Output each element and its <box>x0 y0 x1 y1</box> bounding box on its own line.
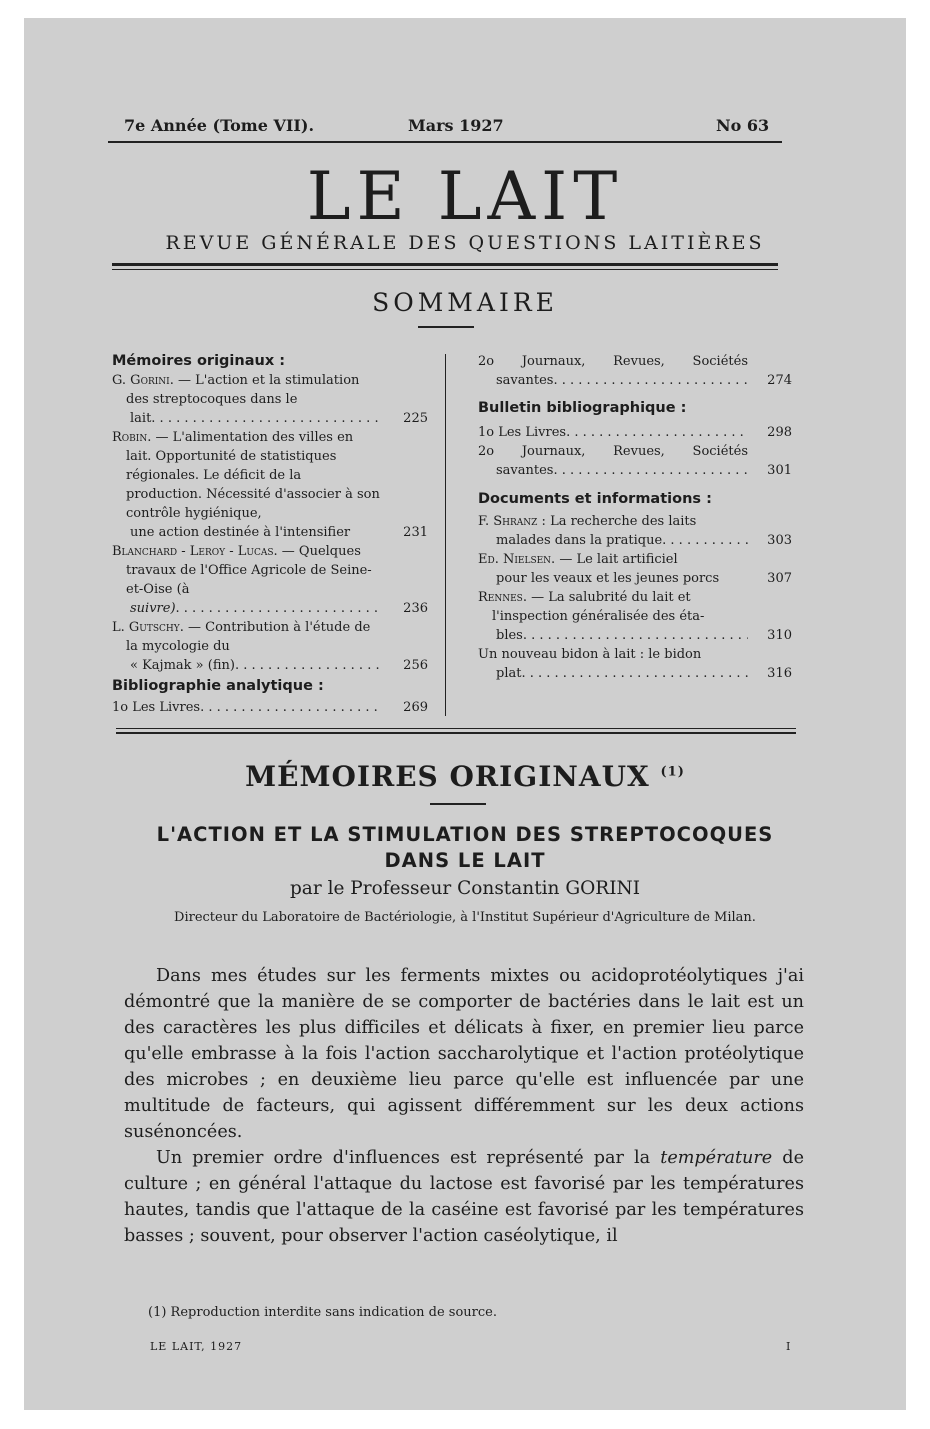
toc-author: Rennes. <box>478 590 527 605</box>
toc-page-number: 236 <box>403 601 428 616</box>
toc-entry-text: pour les veaux et les jeunes porcs <box>496 571 720 586</box>
footer-page-number: I <box>786 1340 792 1353</box>
toc-entry-gorini <box>112 371 428 428</box>
toc-entry-text: « Kajmak » (fin) <box>130 658 235 673</box>
toc-page-number: 307 <box>767 571 792 586</box>
header-date: Mars 1927 <box>408 116 504 135</box>
section-heading-text: MÉMOIRES ORIGINAUX <box>245 760 650 793</box>
toc-author: Blanchard - Leroy - Lucas. <box>112 544 278 559</box>
sommaire-rule <box>418 326 474 328</box>
toc-entry-text: — Quelques travaux de l'Office Agricole de Seine-et-Oise (à <box>126 544 372 597</box>
toc-author: F. Shranz <box>478 514 538 529</box>
toc-entry-text: — L'action et la stimulation des streptocoques dans le <box>126 373 360 407</box>
header-year-tome: 7e Année (Tome VII). <box>124 116 315 135</box>
article-affiliation: Directeur du Laboratoire de Bactériologie, à l'Institut Supérieur d'Agriculture de Milan. <box>174 910 756 925</box>
toc-page-number: 316 <box>767 666 792 681</box>
masthead-rule-thin <box>112 269 778 270</box>
toc-page-number: 310 <box>767 628 792 643</box>
article-title-line2: DANS LE LAIT <box>384 849 546 872</box>
toc-entry-journaux <box>478 352 792 390</box>
toc-entry-text: — Le lait artificiel <box>555 552 678 567</box>
toc-author: Robin. <box>112 430 152 445</box>
article-body <box>124 963 804 1249</box>
toc-author: Ed. Nielsen. <box>478 552 556 567</box>
toc-entry-text: lait <box>130 411 152 426</box>
toc-entry-text: plat <box>496 666 522 681</box>
toc-author: L. Gutschy. <box>112 620 184 635</box>
toc-entry-text: bles <box>496 628 523 643</box>
toc-page-number: 225 <box>403 411 428 426</box>
toc-entry-text: 1o Les Livres <box>112 700 201 715</box>
masthead-rule-thick <box>112 263 778 266</box>
toc-page-number: 269 <box>403 700 428 715</box>
toc-entry-text: savantes <box>496 373 554 388</box>
toc-section-documents: Documents et informations : <box>478 491 712 507</box>
toc-entry-livres <box>112 698 428 717</box>
toc-entry-text: — Contribution à l'étude de la mycologie du <box>126 620 371 654</box>
toc-entry-shranz <box>478 512 792 550</box>
toc-section-bibliographie: Bibliographie analytique : <box>112 678 324 694</box>
paragraph-2-text: Un premier ordre d'influences est représenté par la <box>156 1148 661 1168</box>
toc-entry-rennes <box>478 588 792 645</box>
paragraph-1: Dans mes études sur les ferments mixtes ou acidoprotéolytiques j'ai démontré que la manière de se comporter de bactéries dans le lait est un des caractères les plus difficiles et délicats à fixer, en premier lieu parce qu'elle embrasse à la fois l'action saccharolytique et l'action protéolytique des microbes ; en deuxième lieu parce qu'elle est influencée par une multitude de facteurs, qui agissent différemment sur les deux actions susénoncées. <box>124 966 804 1142</box>
toc-entry-nielsen <box>478 550 792 588</box>
toc-entry-text: une action destinée à l'intensifier <box>130 525 351 540</box>
toc-entry-bull-livres <box>478 423 792 442</box>
toc-section-memoires: Mémoires originaux : <box>112 353 286 369</box>
toc-left-column <box>112 352 428 717</box>
header-number: No 63 <box>716 116 770 135</box>
toc-page-number: 303 <box>767 533 792 548</box>
toc-entry-text: 1o Les Livres <box>478 425 567 440</box>
toc-page-number: 301 <box>767 463 792 478</box>
article-title <box>0 822 930 874</box>
header-rule <box>108 141 782 143</box>
toc-rule-top <box>116 728 796 729</box>
toc-page-number: 274 <box>767 373 792 388</box>
section-rule <box>430 803 486 805</box>
toc-entry-text: : La recherche des laits <box>537 514 697 529</box>
toc-rule-bottom <box>116 732 796 734</box>
toc-entry-text: — La salubrité du lait et l'inspection généralisée des éta- <box>492 590 705 624</box>
journal-subtitle: REVUE GÉNÉRALE DES QUESTIONS LAITIÈRES <box>165 232 765 254</box>
section-note-marker: (1) <box>660 764 685 780</box>
footer-journal: LE LAIT, 1927 <box>150 1340 243 1353</box>
paragraph-2-emphasis: température <box>660 1148 773 1168</box>
article-byline: par le Professeur Constantin GORINI <box>289 878 641 899</box>
toc-entry-robin <box>112 428 428 542</box>
toc-entry-text: savantes <box>496 463 554 478</box>
toc-section-bulletin: Bulletin bibliographique : <box>478 400 687 416</box>
paragraph-2-text: de culture ; en général l'attaque du lactose est favorisé par les températures hautes, tandis que l'attaque de la caséine est favorisé par les températures basses ; souvent, pour observer l'action caséolytique, il <box>124 1148 804 1246</box>
toc-entry-text: suivre) <box>130 601 176 616</box>
toc-entry-text: 2o Journaux, Revues, Sociétés <box>478 354 748 369</box>
toc-column-divider <box>445 354 446 716</box>
toc-author: G. Gorini. <box>112 373 174 388</box>
toc-entry-text: 2o Journaux, Revues, Sociétés <box>478 444 748 459</box>
section-heading <box>0 760 930 793</box>
sommaire-heading: SOMMAIRE <box>372 288 558 317</box>
toc-page-number: 256 <box>403 658 428 673</box>
toc-entry-gutschy <box>112 618 428 675</box>
article-title-line1: L'ACTION ET LA STIMULATION DES STREPTOCOQUES <box>156 823 774 846</box>
toc-entry-bull-journaux <box>478 442 792 480</box>
toc-right-column <box>478 352 792 683</box>
paragraph-2 <box>124 1145 804 1249</box>
toc-entry-text: — L'alimentation des villes en lait. Opportunité de statistiques régionales. Le déficit de la production. Nécessité d'associer à son contrôle hygiénique, <box>126 430 380 521</box>
toc-entry-text: malades dans la pratique <box>496 533 663 548</box>
toc-page-number: 231 <box>403 525 428 540</box>
toc-entry-text: Un nouveau bidon à lait : le bidon <box>478 647 702 662</box>
toc-page-number: 298 <box>767 425 792 440</box>
footnote: (1) Reproduction interdite sans indication de source. <box>148 1305 497 1320</box>
journal-title: LE LAIT <box>306 158 624 235</box>
toc-entry-bidon <box>478 645 792 683</box>
toc-entry-blanchard <box>112 542 428 618</box>
